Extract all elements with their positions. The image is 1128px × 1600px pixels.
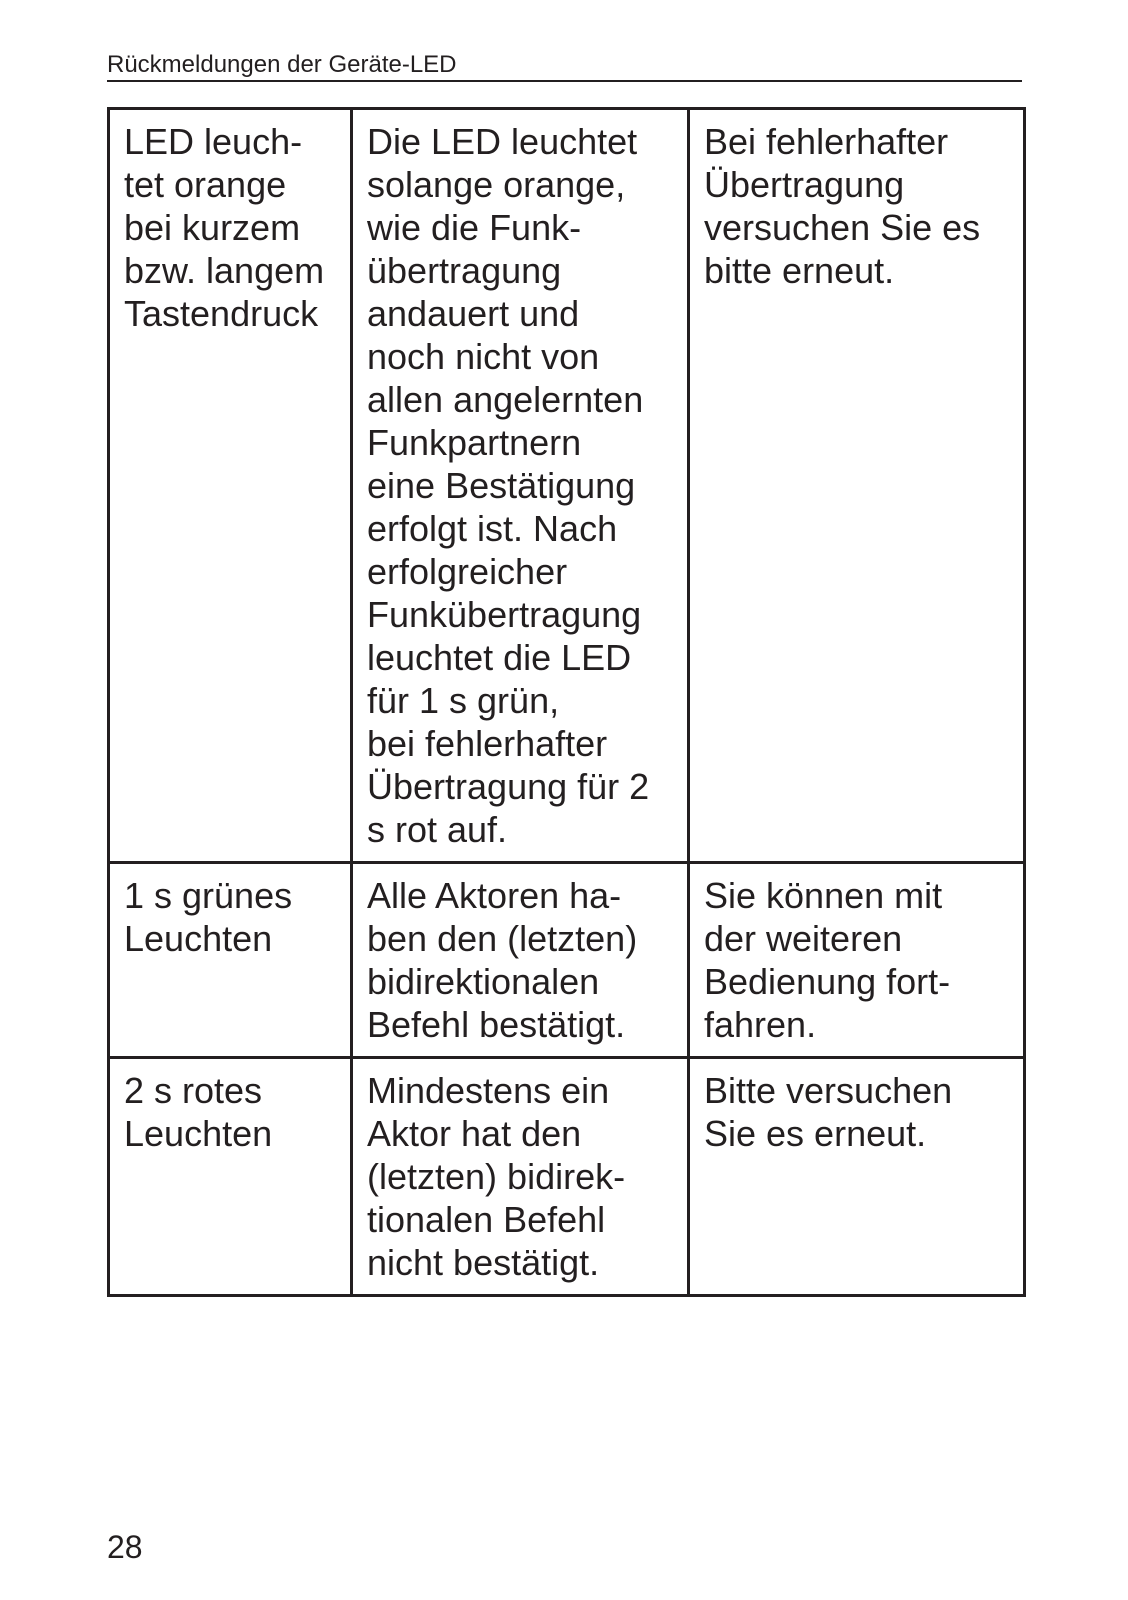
meaning-cell: Mindestens ein Aktor hat den (letzten) bidirek- tionalen Befehl nicht bestätigt. [352, 1058, 689, 1296]
table-row [109, 109, 1025, 863]
page-number: 28 [107, 1529, 143, 1565]
action-cell: Sie können mit der weiteren Bedienung fort- fahren. [689, 863, 1025, 1058]
led-signal-cell: 2 s rotes Leuchten [109, 1058, 352, 1296]
header-rule [107, 80, 1022, 82]
running-head: Rückmeldungen der Geräte-LED [107, 51, 457, 78]
meaning-cell: Die LED leuchtet solange orange, wie die Funk- übertragung andauert und noch nicht von allen angelernten Funkpartnern eine Bestätigung erfolgt ist. Nach erfolgreicher Funkübertragung leuchtet die LED für 1 s grün, bei fehlerhafter Übertragung für 2 s rot auf. [352, 109, 689, 863]
led-feedback-table [107, 107, 1026, 1297]
meaning-cell: Alle Aktoren ha- ben den (letzten) bidirektionalen Befehl bestätigt. [352, 863, 689, 1058]
led-signal-cell: 1 s grünes Leuchten [109, 863, 352, 1058]
table-row [109, 1058, 1025, 1296]
action-cell: Bitte versuchen Sie es erneut. [689, 1058, 1025, 1296]
led-signal-cell: LED leuch- tet orange bei kurzem bzw. langem Tastendruck [109, 109, 352, 863]
table-row [109, 863, 1025, 1058]
action-cell: Bei fehlerhafter Übertragung versuchen Sie es bitte erneut. [689, 109, 1025, 863]
